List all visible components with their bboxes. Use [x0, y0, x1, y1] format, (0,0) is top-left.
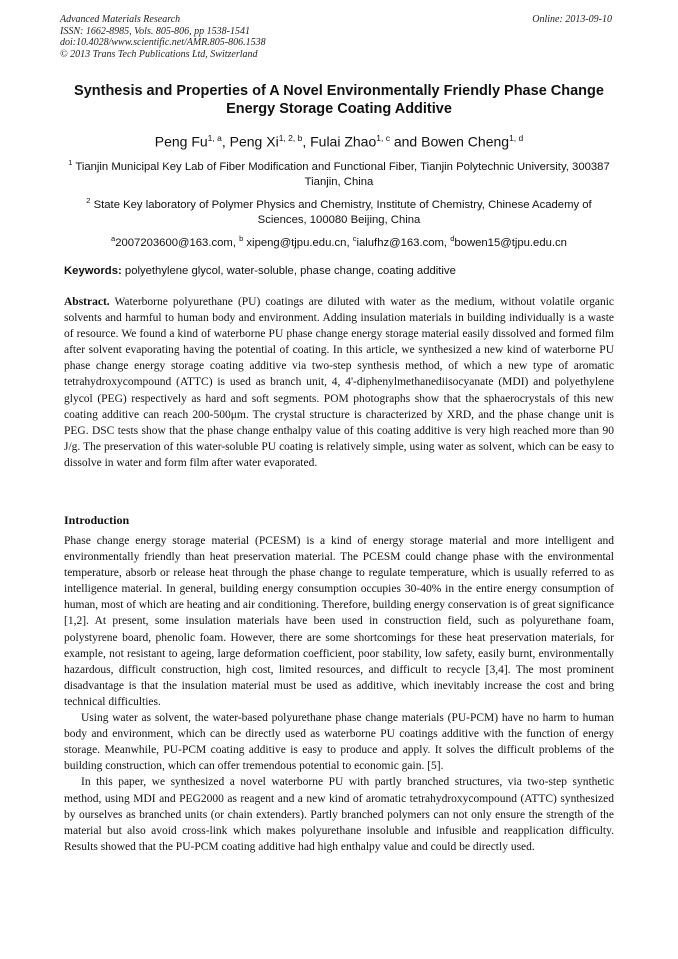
author-affil-marker: 1, 2, b	[278, 133, 303, 143]
email-marker: d	[450, 234, 455, 243]
email-separator: ,	[443, 236, 451, 249]
email-link[interactable]: ialufhz@163.com	[356, 236, 444, 249]
affiliation-number: 1	[68, 158, 73, 167]
email-separator: ,	[346, 236, 353, 249]
affiliation-2	[64, 193, 614, 228]
email-list	[64, 231, 614, 251]
introduction-body	[64, 533, 614, 855]
author-separator: and	[389, 133, 422, 150]
author-list	[64, 129, 614, 151]
journal-issn: ISSN: 1662-8985, Vols. 805-806, pp 1538-1541	[60, 25, 250, 37]
affiliation-text: Tianjin Municipal Key Lab of Fiber Modification and Functional Fiber, Tianjin Polytechnic University, 300387 Tianjin, China	[75, 160, 610, 188]
author-name: Bowen Cheng	[421, 133, 510, 150]
abstract-text: Waterborne polyurethane (PU) coatings are diluted with water as the medium, without volatile organic solvents and harmful to human body and environment. Adding insulation materials in building individually is a waste of resource. We found a kind of waterborne PU phase change energy storage material easily dissolved and formed film after solvent evaporating having the potential of coating. In this article, we synthesized a new kind of waterborne PU phase change energy storage coating additive via two-step synthesis method, of which a new type of aromatic tetrahydroxycompound (ATTC) is used as branch unit, 4, 4'-diphenylmethanediisocyanate (MDI) and polyethylene glycol (PEG) respectively as hard and soft segments. POM photographs show that the sphaerocrystals of this new coating additive can reach 200-500μm. The crystal structure is characterized by XRD, and the phase change unit is PEG. DSC tests show that the phase change enthalpy value of this coating additive is very high reached more than 90 J/g. The preservation of this water-soluble PU coating is relatively simple, using water as solvent, which can be easy to dissolve in water and form film after water evaporated.	[64, 296, 615, 469]
author-name: Fulai Zhao	[310, 133, 377, 150]
journal-doi: doi:10.4028/www.scientific.net/AMR.805-806.1538	[60, 37, 266, 48]
author-separator: ,	[302, 133, 311, 150]
affiliation-number: 2	[86, 196, 91, 205]
journal-copyright: © 2013 Trans Tech Publications Ltd, Switzerland	[60, 48, 258, 60]
author-name: Peng Fu	[154, 133, 208, 150]
section-heading-introduction: Introduction	[64, 513, 130, 527]
email-marker: a	[111, 234, 116, 243]
keywords-label: Keywords:	[64, 265, 122, 277]
author-affil-marker: 1, c	[376, 133, 390, 143]
paragraph: Using water as solvent, the water-based polyurethane phase change materials (PU-PCM) have no harm to human body and environment, which can be directly used as waterborne PU coatings additive with the function of energy storage. Meanwhile, PU-PCM coating additive is easy to produce and apply. It solves the difficult problems of the building construction, which can offer tremendous potential to economic gain. [5].	[64, 712, 614, 773]
affiliation-1	[64, 155, 614, 190]
email-link[interactable]: bowen15@tjpu.edu.cn	[454, 236, 567, 249]
author-affil-marker: 1, d	[509, 133, 524, 143]
affiliation-text: State Key laboratory of Polymer Physics and Chemistry, Institute of Chemistry, Chinese Academy of Sciences, 100080 Beijing, China	[93, 198, 592, 226]
email-link[interactable]: 2007203600@163.com	[115, 236, 233, 249]
email-marker: b	[239, 234, 244, 243]
author-separator: ,	[221, 133, 230, 150]
journal-header	[60, 14, 266, 60]
paragraph: In this paper, we synthesized a novel waterborne PU with partly branched structures, via two-step synthetic method, using MDI and PEG2000 as reagent and a new kind of aromatic tetrahydroxycompound (ATTC) synthesized by ourselves as branched units (or chain extenders). Partly branched polymers can not only ensure the strength of the material but also avoid cross-link which makes polyurethane insoluble and infusible and reapplication difficulty. Results showed that the PU-PCM coating additive had high enthalpy value and could be directly used.	[64, 776, 614, 853]
email-marker: c	[352, 234, 357, 243]
keywords	[64, 264, 614, 279]
abstract	[64, 294, 614, 471]
paper-title: Synthesis and Properties of A Novel Environmentally Friendly Phase Change Energy Storage Coating Additive	[74, 83, 604, 117]
online-date: Online: 2013-09-10	[532, 14, 612, 25]
keywords-text: polyethylene glycol, water-soluble, phase change, coating additive	[124, 265, 456, 277]
abstract-label: Abstract.	[64, 296, 110, 308]
email-link[interactable]: xipeng@tjpu.edu.cn	[243, 236, 347, 249]
paragraph: Phase change energy storage material (PCESM) is a kind of energy storage material and more intelligent and environmentally friendly than heat preservation material. The PCESM could change phase with the environmental temperature, absorb or release heat through the phase change to regulate temperature, which is usually referred to as intelligence material. In general, building energy consumption occupies 30-40% in the entire energy consumption of human, most of which are heating and air conditioning. Therefore, building energy conservation is of great significance [1,2]. At present, some insulation materials have been used in construction field, such as polyurethane foam, polystyrene board, phenolic foam. However, there are some shortcomings for these heat preservation materials, for example, not resistant to ageing, large deformation coefficient, poor stability, low safety, easily burnt, environmentally hazardous, difficult construction, high cost, limited resources, and difficult to recycle [3,4]. The most prominent disadvantage is that the insulation material must be used as additive, which inevitably increase the cost and bring technical difficulties.	[64, 535, 614, 708]
author-affil-marker: 1, a	[207, 133, 222, 143]
journal-name: Advanced Materials Research	[60, 14, 181, 25]
author-name: Peng Xi	[229, 133, 279, 150]
email-separator: ,	[232, 236, 240, 249]
